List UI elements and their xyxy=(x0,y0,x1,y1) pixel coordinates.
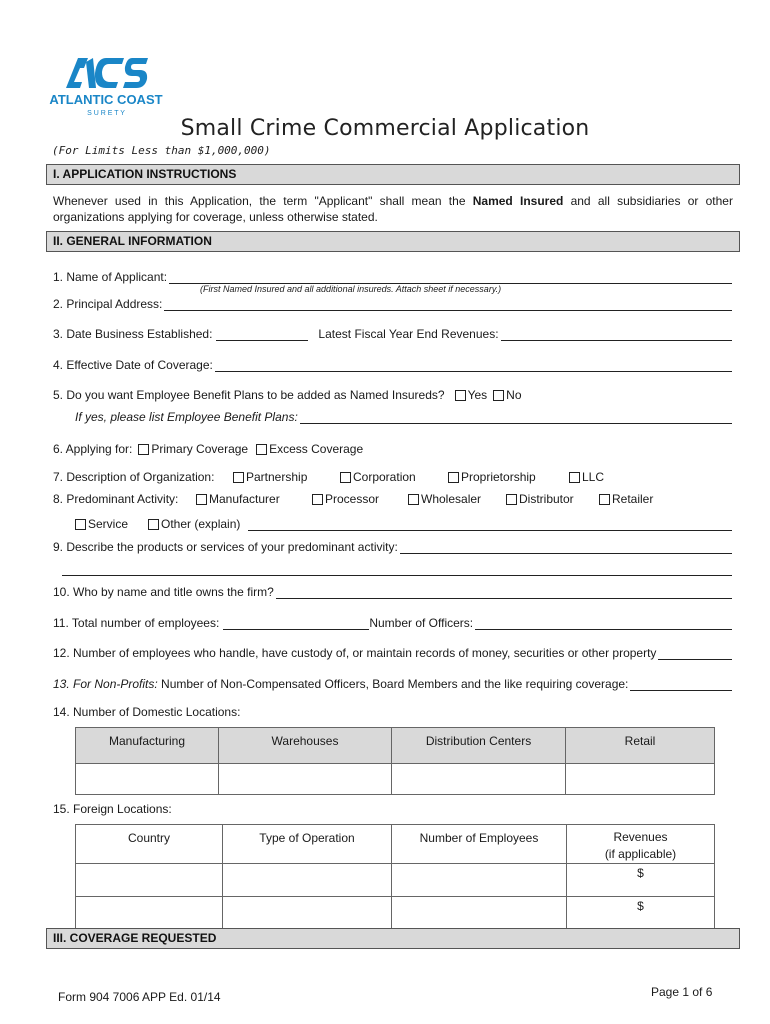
partnership-checkbox[interactable] xyxy=(233,470,307,484)
foreign-header-operation: Type of Operation xyxy=(223,825,392,864)
q7-label: 7. Description of Organization: xyxy=(53,470,215,484)
question-1 xyxy=(53,268,732,284)
instructions-post: and all subsidiaries or other organizations applying for coverage, unless otherwise stated. xyxy=(53,194,733,224)
q5-no-checkbox[interactable] xyxy=(493,388,521,402)
processor-checkbox[interactable] xyxy=(312,492,379,506)
question-4 xyxy=(53,356,732,372)
q10-label: 10. Who by name and title owns the firm? xyxy=(53,585,274,599)
q3-label: 3. Date Business Established: xyxy=(53,327,213,341)
q4-label: 4. Effective Date of Coverage: xyxy=(53,358,213,372)
foreign-header-revenues xyxy=(567,825,715,864)
domestic-header-retail: Retail xyxy=(566,728,715,764)
revenues-label: Revenues xyxy=(613,830,668,844)
question-5b xyxy=(75,408,732,424)
domestic-header-warehouses: Warehouses xyxy=(219,728,392,764)
q11-label: 11. Total number of employees: xyxy=(53,616,220,630)
q2-label: 2. Principal Address: xyxy=(53,297,163,311)
other-explain-checkbox[interactable] xyxy=(148,517,240,531)
benefit-plans-field[interactable] xyxy=(300,412,732,424)
q15-label: 15. Foreign Locations: xyxy=(53,802,172,816)
wholesaler-checkbox[interactable] xyxy=(408,492,481,506)
domestic-cell-manufacturing[interactable] xyxy=(76,764,219,795)
domestic-cell-warehouses[interactable] xyxy=(219,764,392,795)
question-9 xyxy=(53,538,732,554)
manufacturer-checkbox[interactable] xyxy=(196,492,280,506)
instructions-bold-term: Named Insured xyxy=(472,194,564,208)
service-label: Service xyxy=(88,517,129,531)
question-3 xyxy=(53,325,732,341)
q9-label: 9. Describe the products or services of your predominant activity: xyxy=(53,540,398,554)
question-9-line2 xyxy=(60,560,732,576)
acs-logo-icon xyxy=(44,52,169,118)
other-explain-label: Other (explain) xyxy=(161,517,241,531)
fiscal-revenues-field[interactable] xyxy=(501,329,732,341)
page-title: Small Crime Commercial Application xyxy=(180,116,590,141)
domestic-cell-distribution[interactable] xyxy=(392,764,566,795)
q11b-label: Number of Officers: xyxy=(369,616,474,630)
products-services-field[interactable] xyxy=(400,542,732,554)
q5-yes-label: Yes xyxy=(467,388,488,402)
page-number: Page 1 of 6 xyxy=(651,985,713,999)
question-12 xyxy=(53,644,732,660)
q14-label: 14. Number of Domestic Locations: xyxy=(53,705,241,719)
foreign-cell-revenues[interactable]: $ xyxy=(567,897,715,930)
question-6 xyxy=(53,440,732,456)
section-header-instructions: I. APPLICATION INSTRUCTIONS xyxy=(46,164,740,185)
foreign-cell-revenues[interactable]: $ xyxy=(567,864,715,897)
applicant-name-field[interactable] xyxy=(169,272,732,284)
non-compensated-field[interactable] xyxy=(630,679,732,691)
instructions-text xyxy=(53,193,733,225)
foreign-cell-operation[interactable] xyxy=(223,897,392,930)
foreign-cell-country[interactable] xyxy=(76,897,223,930)
products-services-field-2[interactable] xyxy=(62,564,732,576)
excess-coverage-label: Excess Coverage xyxy=(269,442,364,456)
retailer-label: Retailer xyxy=(612,492,654,506)
q1-hint: (First Named Insured and all additional insureds. Attach sheet if necessary.) xyxy=(200,284,502,294)
excess-coverage-checkbox[interactable] xyxy=(256,442,363,456)
corporation-label: Corporation xyxy=(353,470,416,484)
q5-label: 5. Do you want Employee Benefit Plans to be added as Named Insureds? xyxy=(53,388,445,402)
q5b-label: If yes, please list Employee Benefit Plans: xyxy=(75,410,298,424)
question-8b xyxy=(75,515,732,531)
q5-no-label: No xyxy=(506,388,522,402)
proprietorship-checkbox[interactable] xyxy=(448,470,536,484)
processor-label: Processor xyxy=(325,492,380,506)
wholesaler-label: Wholesaler xyxy=(421,492,482,506)
llc-checkbox[interactable] xyxy=(569,470,604,484)
question-5 xyxy=(53,386,732,402)
question-10 xyxy=(53,583,732,599)
revenues-sub-label: (if applicable) xyxy=(604,847,677,861)
other-explain-field[interactable] xyxy=(248,519,732,531)
distributor-label: Distributor xyxy=(519,492,574,506)
total-employees-field[interactable] xyxy=(223,618,369,630)
section-header-coverage: III. COVERAGE REQUESTED xyxy=(46,928,740,949)
retailer-checkbox[interactable] xyxy=(599,492,653,506)
foreign-cell-operation[interactable] xyxy=(223,864,392,897)
date-established-field[interactable] xyxy=(216,329,308,341)
owner-field[interactable] xyxy=(276,587,732,599)
partnership-label: Partnership xyxy=(246,470,308,484)
corporation-checkbox[interactable] xyxy=(340,470,416,484)
distributor-checkbox[interactable] xyxy=(506,492,574,506)
service-checkbox[interactable] xyxy=(75,517,128,531)
logo-company-name: ATLANTIC COAST xyxy=(49,92,163,107)
custody-employees-field[interactable] xyxy=(658,648,732,660)
foreign-cell-employees[interactable] xyxy=(392,864,567,897)
foreign-cell-country[interactable] xyxy=(76,864,223,897)
q8-label: 8. Predominant Activity: xyxy=(53,492,179,506)
foreign-cell-employees[interactable] xyxy=(392,897,567,930)
foreign-header-country: Country xyxy=(76,825,223,864)
llc-label: LLC xyxy=(582,470,605,484)
foreign-header-employees: Number of Employees xyxy=(392,825,567,864)
q1-label: 1. Name of Applicant: xyxy=(53,270,168,284)
effective-date-field[interactable] xyxy=(215,360,732,372)
q13-italic-label: 13. For Non-Profits: xyxy=(53,677,158,691)
domestic-locations-table xyxy=(75,727,715,795)
instructions-pre: Whenever used in this Application, the term "Applicant" shall mean the xyxy=(53,194,473,208)
section-header-general-info: II. GENERAL INFORMATION xyxy=(46,231,740,252)
domestic-cell-retail[interactable] xyxy=(566,764,715,795)
manufacturer-label: Manufacturer xyxy=(209,492,280,506)
form-number: Form 904 7006 APP Ed. 01/14 xyxy=(58,990,221,1004)
question-2 xyxy=(53,295,732,311)
foreign-locations-table xyxy=(75,824,715,930)
page-subtitle: (For Limits Less than $1,000,000) xyxy=(52,144,271,157)
domestic-header-manufacturing: Manufacturing xyxy=(76,728,219,764)
q5-yes-checkbox[interactable] xyxy=(455,388,488,402)
q13-label: Number of Non-Compensated Officers, Board Members and the like requiring coverage: xyxy=(157,677,629,691)
q12-label: 12. Number of employees who handle, have custody of, or maintain records of money, securities or other property xyxy=(53,646,657,660)
principal-address-field[interactable] xyxy=(164,299,732,311)
table-row xyxy=(76,897,715,930)
q3b-label: Latest Fiscal Year End Revenues: xyxy=(318,327,499,341)
q6-label: 6. Applying for: xyxy=(53,442,133,456)
company-logo xyxy=(44,52,169,118)
table-row xyxy=(76,864,715,897)
proprietorship-label: Proprietorship xyxy=(461,470,536,484)
number-of-officers-field[interactable] xyxy=(475,618,732,630)
domestic-header-distribution: Distribution Centers xyxy=(392,728,566,764)
question-13 xyxy=(53,675,732,691)
logo-tagline: S U R E T Y xyxy=(87,110,125,117)
primary-coverage-checkbox[interactable] xyxy=(138,442,248,456)
primary-coverage-label: Primary Coverage xyxy=(151,442,249,456)
question-11 xyxy=(53,614,732,630)
